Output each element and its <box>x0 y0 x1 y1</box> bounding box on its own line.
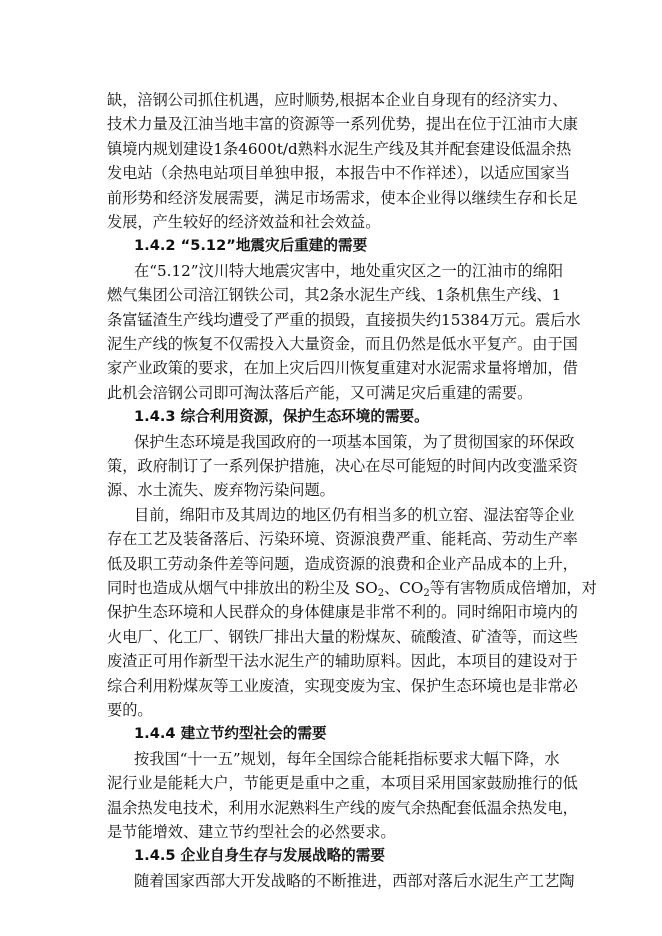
paragraph-line-with-formula: 同时也造成从烟气中排放出的粉尘及 $SO_2$、$CO_2$等有害物质成倍增加，对 <box>107 579 597 599</box>
paragraph-line: 温余热发电技术，利用水泥熟料生产线的废气余热配套低温余热发电， <box>107 798 578 817</box>
paragraph-line: 低及职工劳动条件差等问题，造成资源的浪费和企业产品成本的上升， <box>107 554 578 573</box>
section-heading-1-4-3: 1.4.3 综合利用资源，保护生态环境的需要。 <box>134 408 429 426</box>
paragraph-line: 技术力量及江油当地丰富的资源等一系列优势，提出在位于江油市大康 <box>107 115 578 134</box>
line-text: 同时也造成从烟气中排放出的粉尘及 <box>107 579 350 597</box>
paragraph-line: 前形势和经济发展需要，满足市场需求，使本企业得以继续生存和长足 <box>107 188 578 207</box>
section-heading-1-4-4: 1.4.4 建立节约型社会的需要 <box>134 725 327 743</box>
paragraph-line: 保护生态环境和人民群众的身体健康是非常不利的。同时绵阳市境内的 <box>107 603 578 622</box>
paragraph-line: 综合利用粉煤灰等工业废渣，实现变废为宝、保护生态环境也是非常必 <box>107 676 578 695</box>
paragraph-line: 燃气集团公司涪江钢铁公司，其2条水泥生产线、1条机焦生产线、1 <box>107 286 562 305</box>
paragraph-line: 泥生产线的恢复不仅需投入大量资金，而且仍然是低水平复产。由于国 <box>107 335 578 353</box>
paragraph-line: 发电站（余热电站项目单独申报，本报告中不作祥述），以适应国家当 <box>107 164 571 183</box>
paragraph-line: 要的。 <box>107 701 153 719</box>
paragraph-line: 策，政府制订了一系列保护措施，决心在尽可能短的时间内改变滥采资 <box>107 457 578 475</box>
paragraph-line: 条富锰渣生产线均遭受了严重的损毁，直接损失约15384万元。震后水 <box>107 310 581 329</box>
section-heading-1-4-5: 1.4.5 企业自身生存与发展战略的需要 <box>134 847 385 865</box>
paragraph-line: 发展，产生较好的经济效益和社会效益。 <box>107 213 381 231</box>
so2-formula: $SO_2$ <box>354 579 385 599</box>
paragraph-line: 目前，绵阳市及其周边的地区仍有相当多的机立窑、湿法窑等企业 <box>134 505 575 524</box>
paragraph-line: 此机会涪钢公司即可淘汰落后产能，又可满足灾后重建的需要。 <box>107 383 533 402</box>
paragraph-line: 家产业政策的要求，在加上灾后四川恢复重建对水泥需求量将增加，借 <box>107 359 578 378</box>
paragraph-line: 镇境内规划建设1条4600t/d熟料水泥生产线及其并配套建设低温余热 <box>107 139 572 158</box>
paragraph-line: 源、水土流失、废弃物污染问题。 <box>107 481 335 500</box>
paragraph-line: 按我国“十一五”规划，每年全国综合能耗指标要求大幅下降，水 <box>134 749 560 768</box>
paragraph-line: 在“5.12”汶川特大地震灾害中，地处重灾区之一的江油市的绵阳 <box>134 261 564 280</box>
paragraph-line: 是节能增效、建立节约型社会的必然要求。 <box>107 823 396 841</box>
paragraph-line: 随着国家西部大开发战略的不断推进，西部对落后水泥生产工艺陶 <box>134 871 575 890</box>
paragraph-line: 废渣正可用作新型干法水泥生产的辅助原料。因此，本项目的建设对于 <box>107 652 578 671</box>
paragraph-line: 保护生态环境是我国政府的一项基本国策，为了贯彻国家的环保政 <box>134 432 575 451</box>
section-heading-1-4-2: 1.4.2 “5.12”地震灾后重建的需要 <box>134 237 368 255</box>
paragraph-line: 火电厂、化工厂、钢铁厂排出大量的粉煤灰、硫酸渣、矿渣等，而这些 <box>107 627 578 646</box>
paragraph-line: 泥行业是能耗大户，节能更是重中之重，本项目采用国家鼓励推行的低 <box>107 774 578 793</box>
paragraph-line: 存在工艺及装备落后、污染环境、资源浪费严重、能耗高、劳动生产率 <box>107 530 578 549</box>
line-text: 等有害物质成倍增加，对 <box>429 579 597 597</box>
co2-formula: $CO_2$ <box>399 579 430 599</box>
paragraph-line: 缺，涪钢公司抓住机遇，应时顺势,根据本企业自身现有的经济实力、 <box>107 91 568 109</box>
